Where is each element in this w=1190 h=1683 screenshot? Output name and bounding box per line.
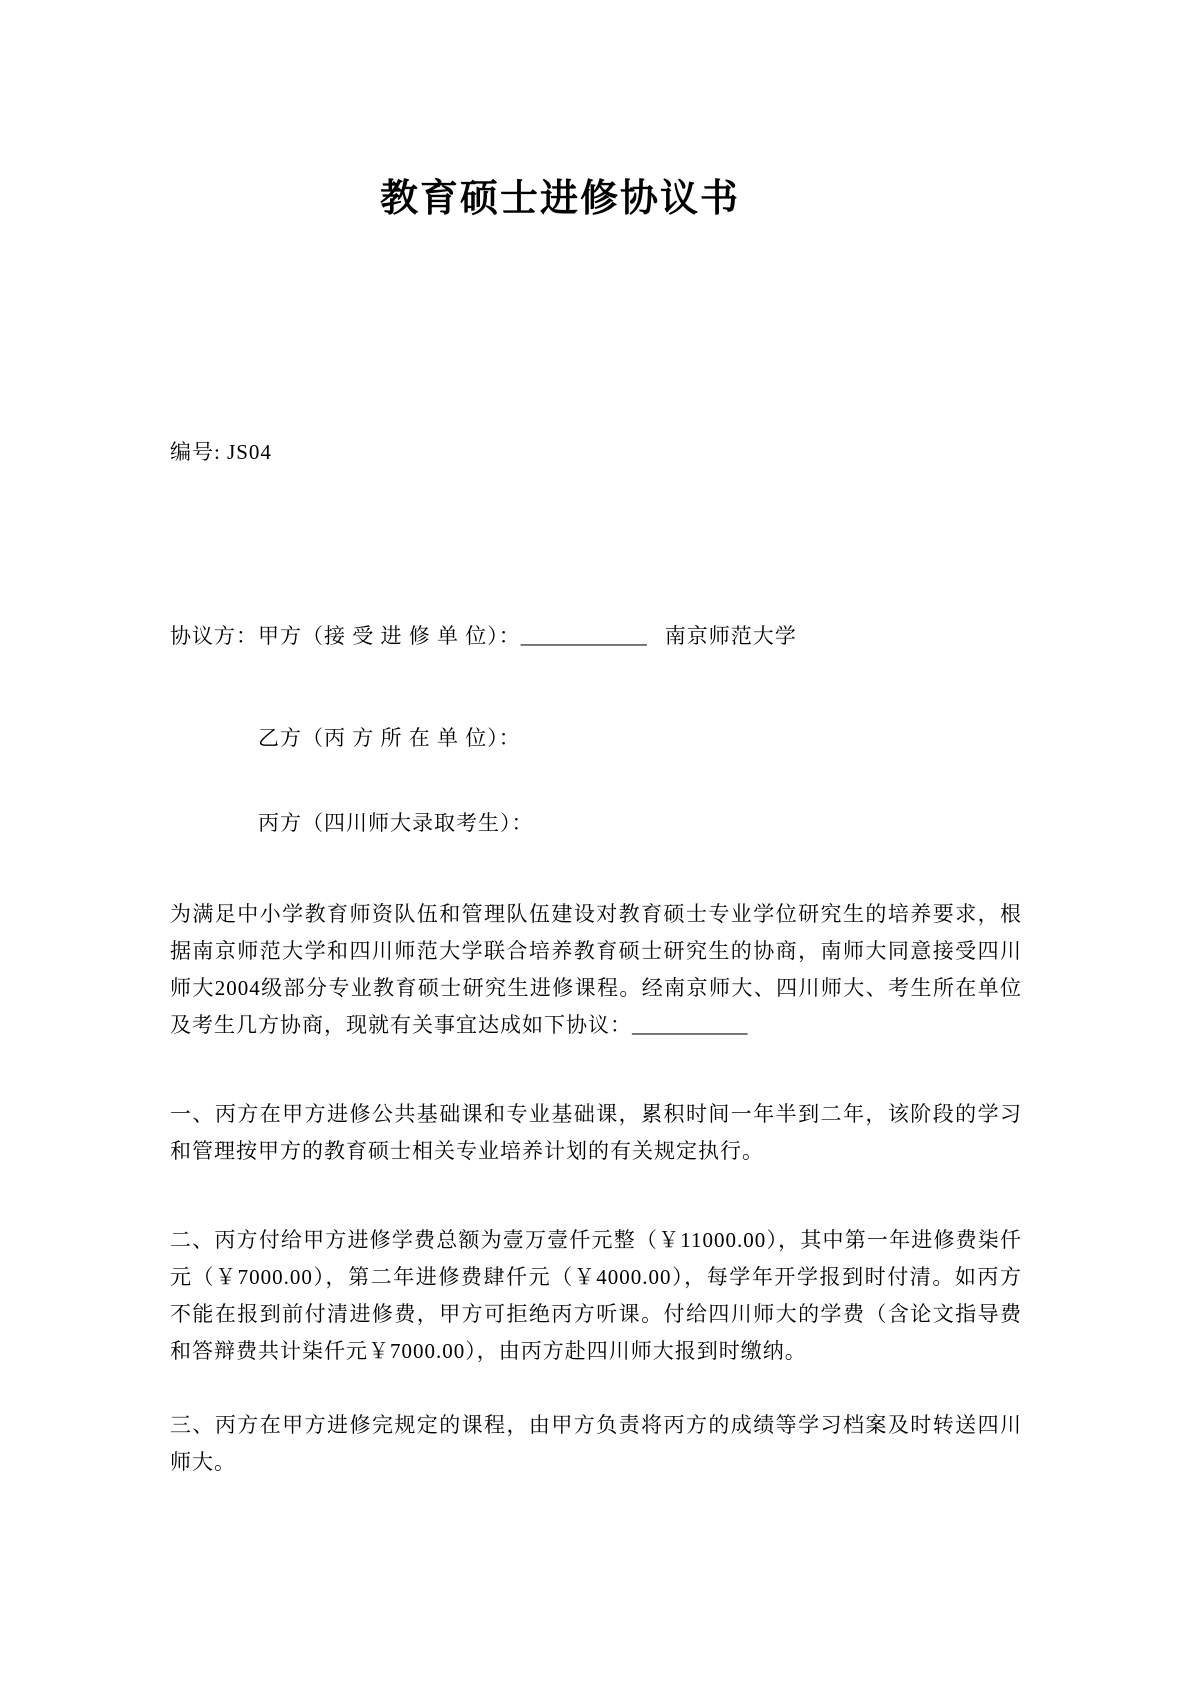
preamble-paragraph: [170, 896, 1022, 1044]
party-a-value: 南京师范大学: [664, 624, 797, 648]
clause-2: 二、丙方付给甲方进修学费总额为壹万壹仟元整（￥11000.00），其中第一年进修费柒仟元（￥7000.00），第二年进修费肆仟元（￥4000.00），每学年开学报到时付清。如丙方不能在报到前付清进修费，甲方可拒绝丙方听课。付给四川师大的学费（含论文指导费和答辩费共计柒仟元￥7000.00），由丙方赴四川师大报到时缴纳。: [170, 1228, 1022, 1363]
preamble-blank: ___________: [632, 1013, 748, 1037]
document-title: 教育硕士进修协议书: [379, 178, 740, 221]
clause-1: 一、丙方在甲方进修公共基础课和专业基础课，累积时间一年半到二年，该阶段的学习和管理按甲方的教育硕士相关专业培养计划的有关规定执行。: [170, 1102, 1022, 1163]
clause-3: 三、丙方在甲方进修完规定的课程，由甲方负责将丙方的成绩等学习档案及时转送四川师大。: [170, 1413, 1022, 1474]
preamble-text: 为满足中小学教育师资队伍和管理队伍建设对教育硕士专业学位研究生的培养要求，根据南京师范大学和四川师范大学联合培养教育硕士研究生的协商，南师大同意接受四川师大2004级部分专业教育硕士研究生进修课程。经南京师大、四川师大、考生所在单位及考生几方协商，现就有关事宜达成如下协议：: [170, 902, 1022, 1037]
party-a-label: 协议方：甲方（接 受 进 修 单 位）：: [170, 624, 521, 648]
party-a-line: [170, 618, 1022, 655]
party-c-line: 丙方（四川师大录取考生）：: [258, 811, 534, 835]
document-number: 编号: JS04: [170, 440, 272, 464]
party-b-line: 乙方（丙 方 所 在 单 位）：: [258, 726, 521, 750]
party-a-blank: ____________: [520, 624, 647, 648]
